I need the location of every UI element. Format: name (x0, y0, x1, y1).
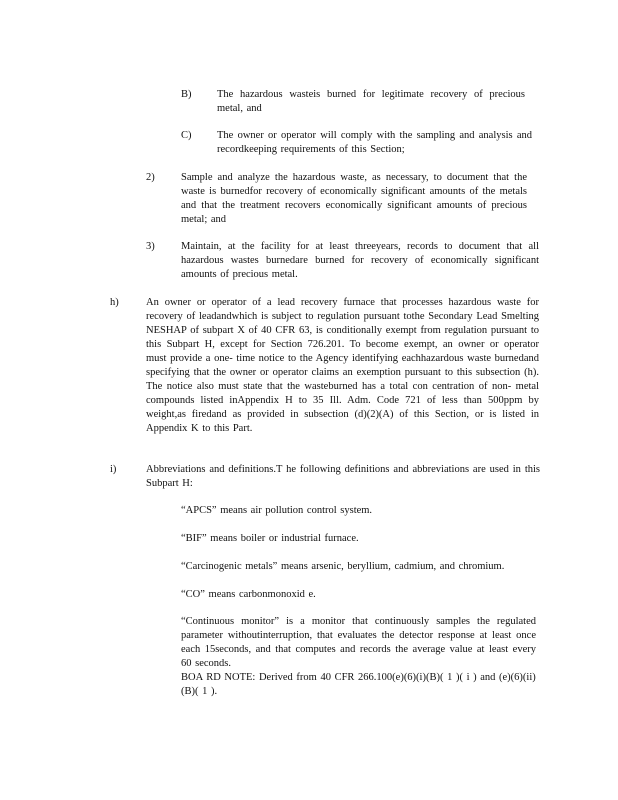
item-label-3: 3) (146, 241, 155, 252)
item-label-2: 2) (146, 172, 155, 183)
definition-apcs: “APCS” means air pollution control system. (181, 505, 373, 516)
item-label-b: B) (181, 89, 192, 100)
definition-continuous-monitor: “Continuous monitor” is a monitor that continuously samples the regulated parameter withoutinterruption, that evaluates the detector response at least once each 15seconds, and that computes and records the average value at least every 60 seconds. (181, 616, 536, 669)
item-text-c: The owner or operator will comply with the sampling and analysis and recordkeeping requirements of this Section; (217, 130, 532, 155)
item-text-i: Abbreviations and definitions.T he following definitions and abbreviations are used in this Subpart H: (146, 464, 540, 489)
item-text-b: The hazardous wasteis burned for legitimate recovery of precious metal, and (217, 89, 525, 114)
item-label-i: i) (110, 464, 117, 475)
item-text-3: Maintain, at the facility for at least threeyears, records to document that all hazardous wastes burnedare burned for recovery of economically significant amounts of precious metal. (181, 241, 539, 280)
definition-carcinogenic-metals: “Carcinogenic metals” means arsenic, beryllium, cadmium, and chromium. (181, 561, 505, 572)
board-note: BOA RD NOTE: Derived from 40 CFR 266.100(e)(6)(i)(B)( 1 )( i ) and (e)(6)(ii)(B)( 1 ). (181, 672, 536, 697)
item-text-2: Sample and analyze the hazardous waste, as necessary, to document that the waste is burnedfor recovery of economically significant amounts of the metals and that the treatment recovers economically significant amounts of precious metal; and (181, 172, 527, 225)
definition-bif: “BIF” means boiler or industrial furnace. (181, 533, 359, 544)
item-label-c: C) (181, 130, 192, 141)
definition-co: “CO” means carbonmonoxid e. (181, 589, 316, 600)
item-text-h: An owner or operator of a lead recovery furnace that processes hazardous waste for recovery of leadandwhich is subject to regulation pursuant tothe Secondary Lead Smelting NESHAP of subpart X of 40 CFR 63, is conditionally exempt from regulation pursuant to this Subpart H, except for Section 726.201. To become exempt, an owner or operator must provide a one- time notice to the Agency identifying eachhazardous waste burnedand specifying that the owner or operator claims an exemption pursuant to this subsection (h). The notice also must state that the wasteburned has a total con centration of non- metal compounds listed inAppendix H to 35 Ill. Adm. Code 721 of less than 500ppm by weight,as firedand as provided in subsection (d)(2)(A) of this Section, or is listed in Appendix K to this Part. (146, 297, 539, 434)
item-label-h: h) (110, 297, 119, 308)
